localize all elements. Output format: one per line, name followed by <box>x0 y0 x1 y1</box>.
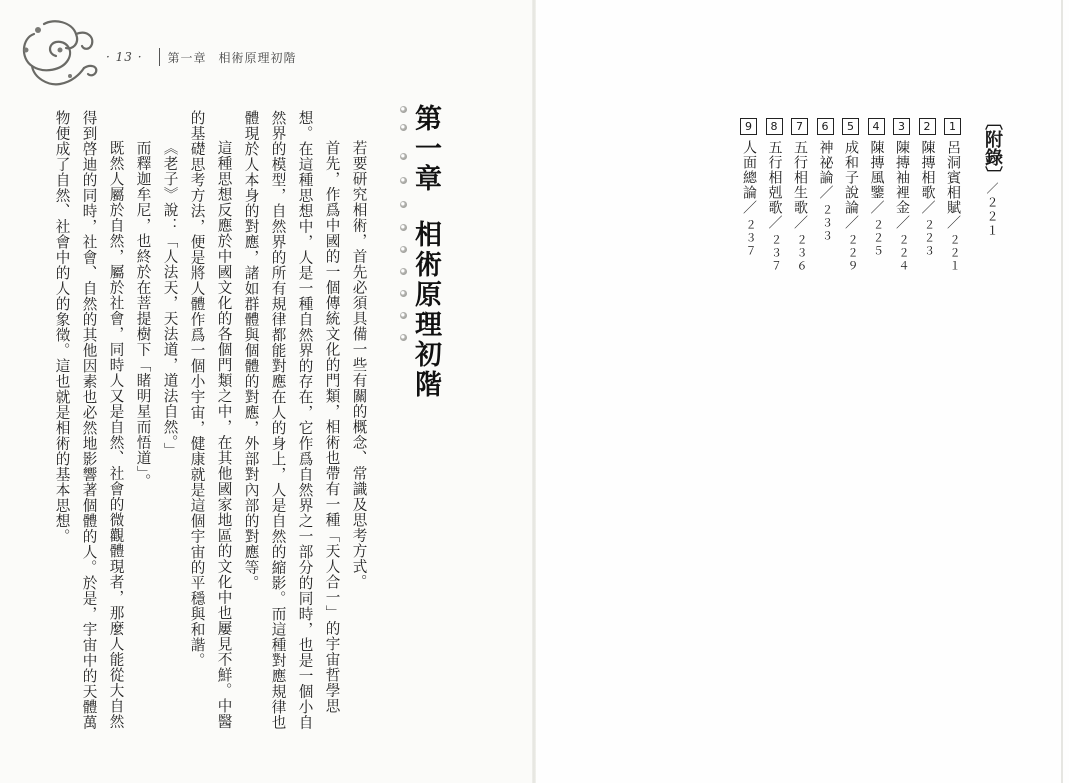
appendix-item-page: ２２９ <box>846 234 859 273</box>
body-column: 若要研究相術，首先必須具備一些有關的概念、常識及思考方式。 <box>350 140 368 590</box>
bullet-dot <box>400 312 407 319</box>
appendix-item-title: 陳摶袖裡金／ <box>894 140 910 230</box>
appendix-item-title: 五行相生歌／ <box>792 140 808 230</box>
appendix-item-number: 9 <box>740 118 757 135</box>
appendix-item-number: 2 <box>919 118 936 135</box>
appendix-item-number: 5 <box>842 118 859 135</box>
appendix-item-number: 3 <box>893 118 910 135</box>
appendix-item-number: 4 <box>868 118 885 135</box>
body-column: 物便成了自然、社會中的人的象徵。這也就是相術的基本思想。 <box>53 110 71 544</box>
body-column: 這種思想反應於中國文化的各個門類之中，在其他國家地區的文化中也屢見不鮮。中醫 <box>215 140 233 729</box>
bullet-dot <box>400 153 407 160</box>
bullet-dot <box>400 268 407 275</box>
body-column: 然界的模型，自然界的所有規律都能對應在人的身上，人是自然的縮影。而這種對應規律也 <box>269 110 287 730</box>
chapter-title: 相術原理初階 <box>410 220 441 400</box>
appendix-item-number: 6 <box>817 118 834 135</box>
appendix-item-page: ２２５ <box>871 219 885 258</box>
appendix-item-page: ２２４ <box>897 234 910 273</box>
body-column: 的基礎思考方法，便是將人體作爲一個小宇宙，健康就是這個宇宙的平穩與和諧。 <box>188 110 206 668</box>
page-number: · 13 · <box>106 50 143 64</box>
body-column: 而釋迦牟尼，也終於在菩提樹下「睹明星而悟道」。 <box>134 140 152 490</box>
body-column: 《老子》說：「人法天，天法道，道法自然。」 <box>161 140 179 459</box>
bullet-dot <box>400 201 407 208</box>
appendix-title: 〔附錄〕 <box>982 112 1003 184</box>
page-gutter <box>532 0 536 783</box>
bullet-dot <box>400 290 407 297</box>
bullet-dot <box>400 246 407 253</box>
appendix-page: ／２２１ <box>985 182 999 238</box>
bullet-dot <box>400 177 407 184</box>
bullet-dot <box>400 334 407 341</box>
appendix-item-number: 7 <box>791 118 808 135</box>
bullet-dot <box>400 224 407 231</box>
header-chapter-title: 相術原理初階 <box>218 50 297 65</box>
appendix-item-title: 陳摶風鑒／ <box>868 140 885 215</box>
body-column: 既然人屬於自然，屬於社會，同時人又是自然、社會的微觀體現者，那麼人能從大自然 <box>107 140 125 729</box>
appendix-item-number: 8 <box>766 118 783 135</box>
body-column: 想。在這種思想中，人是一種自然界的存在，它作爲自然界之一部分的同時，也是一個小自 <box>296 110 314 730</box>
appendix-item-page: ２２３ <box>922 219 936 258</box>
running-head <box>106 46 297 68</box>
appendix-item-title: 呂洞賓相賦／ <box>945 140 961 230</box>
bullet-dot <box>400 124 407 131</box>
body-column: 得到啓迪的同時，社會、自然的其他因素也必然地影響著個體的人。於是，宇宙中的天體萬 <box>80 110 98 730</box>
appendix-item-page: ２３６ <box>795 234 808 273</box>
appendix-item-title: 陳摶相歌／ <box>919 140 936 215</box>
header-chapter: 第一章 <box>167 50 207 65</box>
appendix-item-title: 五行相剋歌／ <box>766 140 783 230</box>
body-column: 首先，作爲中國的一個傳統文化的門類，相術也帶有一種「天人合一」的宇宙哲學思 <box>323 140 341 714</box>
appendix-item-title: 成和子說論／ <box>843 140 859 230</box>
appendix-item-page: ２３３ <box>820 204 834 243</box>
scroll-ornament-icon <box>14 14 110 92</box>
appendix-item-page: ２３７ <box>769 234 783 273</box>
body-column: 體現於人本身的對應，諸如群體與個體的對應，外部對內部的對應等。 <box>242 110 260 591</box>
header-divider <box>159 48 160 66</box>
appendix-item-page: ２２１ <box>948 234 961 273</box>
page-edge <box>1061 0 1063 783</box>
appendix-item-title: 人面總論／ <box>741 140 757 215</box>
appendix-item-page: ２３７ <box>744 219 757 258</box>
bullet-dot <box>400 106 407 113</box>
chapter-label: 第一章 <box>410 104 441 194</box>
appendix-item-title: 神祕論／ <box>817 140 834 200</box>
chapter-heading <box>412 104 439 400</box>
appendix-item-number: 1 <box>944 118 961 135</box>
